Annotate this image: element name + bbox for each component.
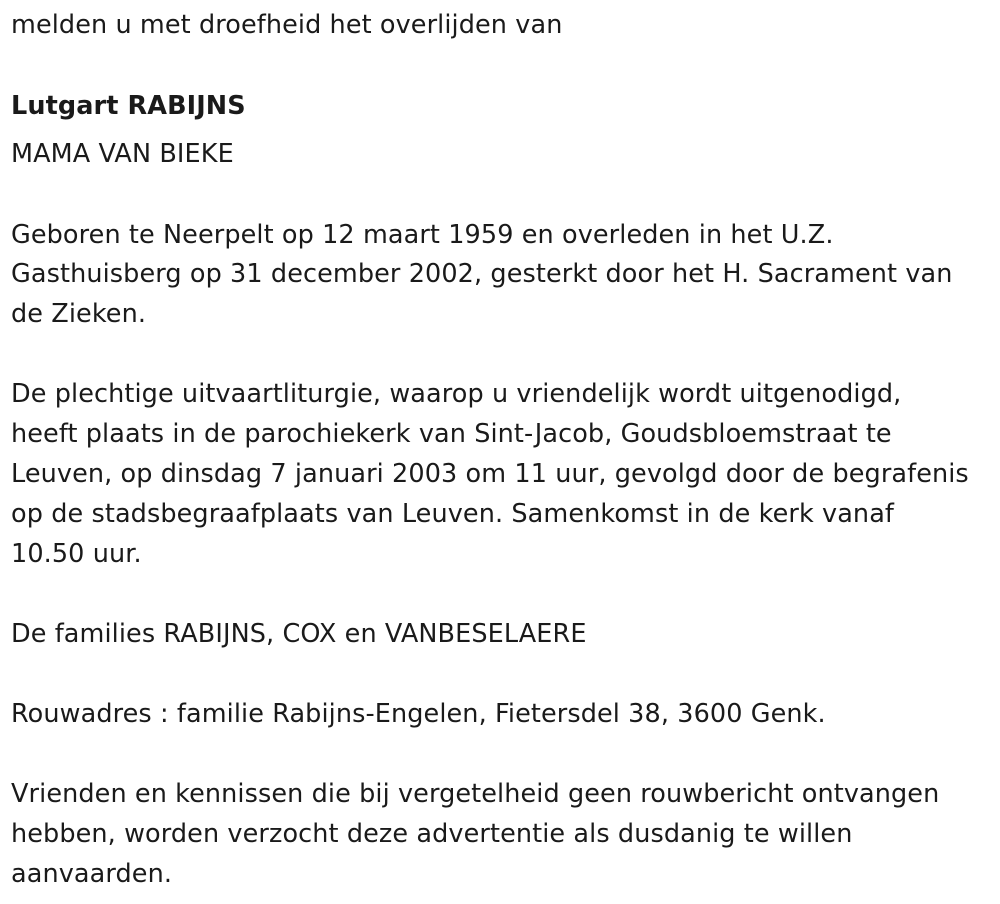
funeral-line-1: De plechtige uitvaartliturgie, waarop u vriendelijk wordt uitgenodigd, (11, 379, 902, 409)
funeral-line-5: 10.50 uur. (11, 539, 142, 569)
funeral-line-4: op de stadsbegraafplaats van Leuven. Samenkomst in de kerk vanaf (11, 499, 894, 529)
birth-death-line-2: Gasthuisberg op 31 december 2002, gesterkt door het H. Sacrament van (11, 259, 953, 289)
closing-line-1: Vrienden en kennissen die bij vergetelheid geen rouwbericht ontvangen (11, 779, 940, 809)
funeral-line-2: heeft plaats in de parochiekerk van Sint-Jacob, Goudsbloemstraat te (11, 419, 892, 449)
families-text: De families RABIJNS, COX en VANBESELAERE (11, 619, 587, 649)
closing-line-2: hebben, worden verzocht deze advertentie als dusdanig te willen (11, 819, 853, 849)
closing-line-3: aanvaarden. (11, 859, 173, 889)
funeral-line-3: Leuven, op dinsdag 7 januari 2003 om 11 uur, gevolgd door de begrafenis (11, 459, 969, 489)
address-text: Rouwadres : familie Rabijns-Engelen, Fietersdel 38, 3600 Genk. (11, 699, 826, 729)
birth-death-line-3: de Zieken. (11, 299, 147, 329)
deceased-name: Lutgart RABIJNS (11, 91, 246, 121)
intro-text: melden u met droefheid het overlijden van (11, 10, 563, 40)
deceased-relation: MAMA VAN BIEKE (11, 139, 234, 169)
birth-death-line-1: Geboren te Neerpelt op 12 maart 1959 en overleden in het U.Z. (11, 220, 834, 250)
